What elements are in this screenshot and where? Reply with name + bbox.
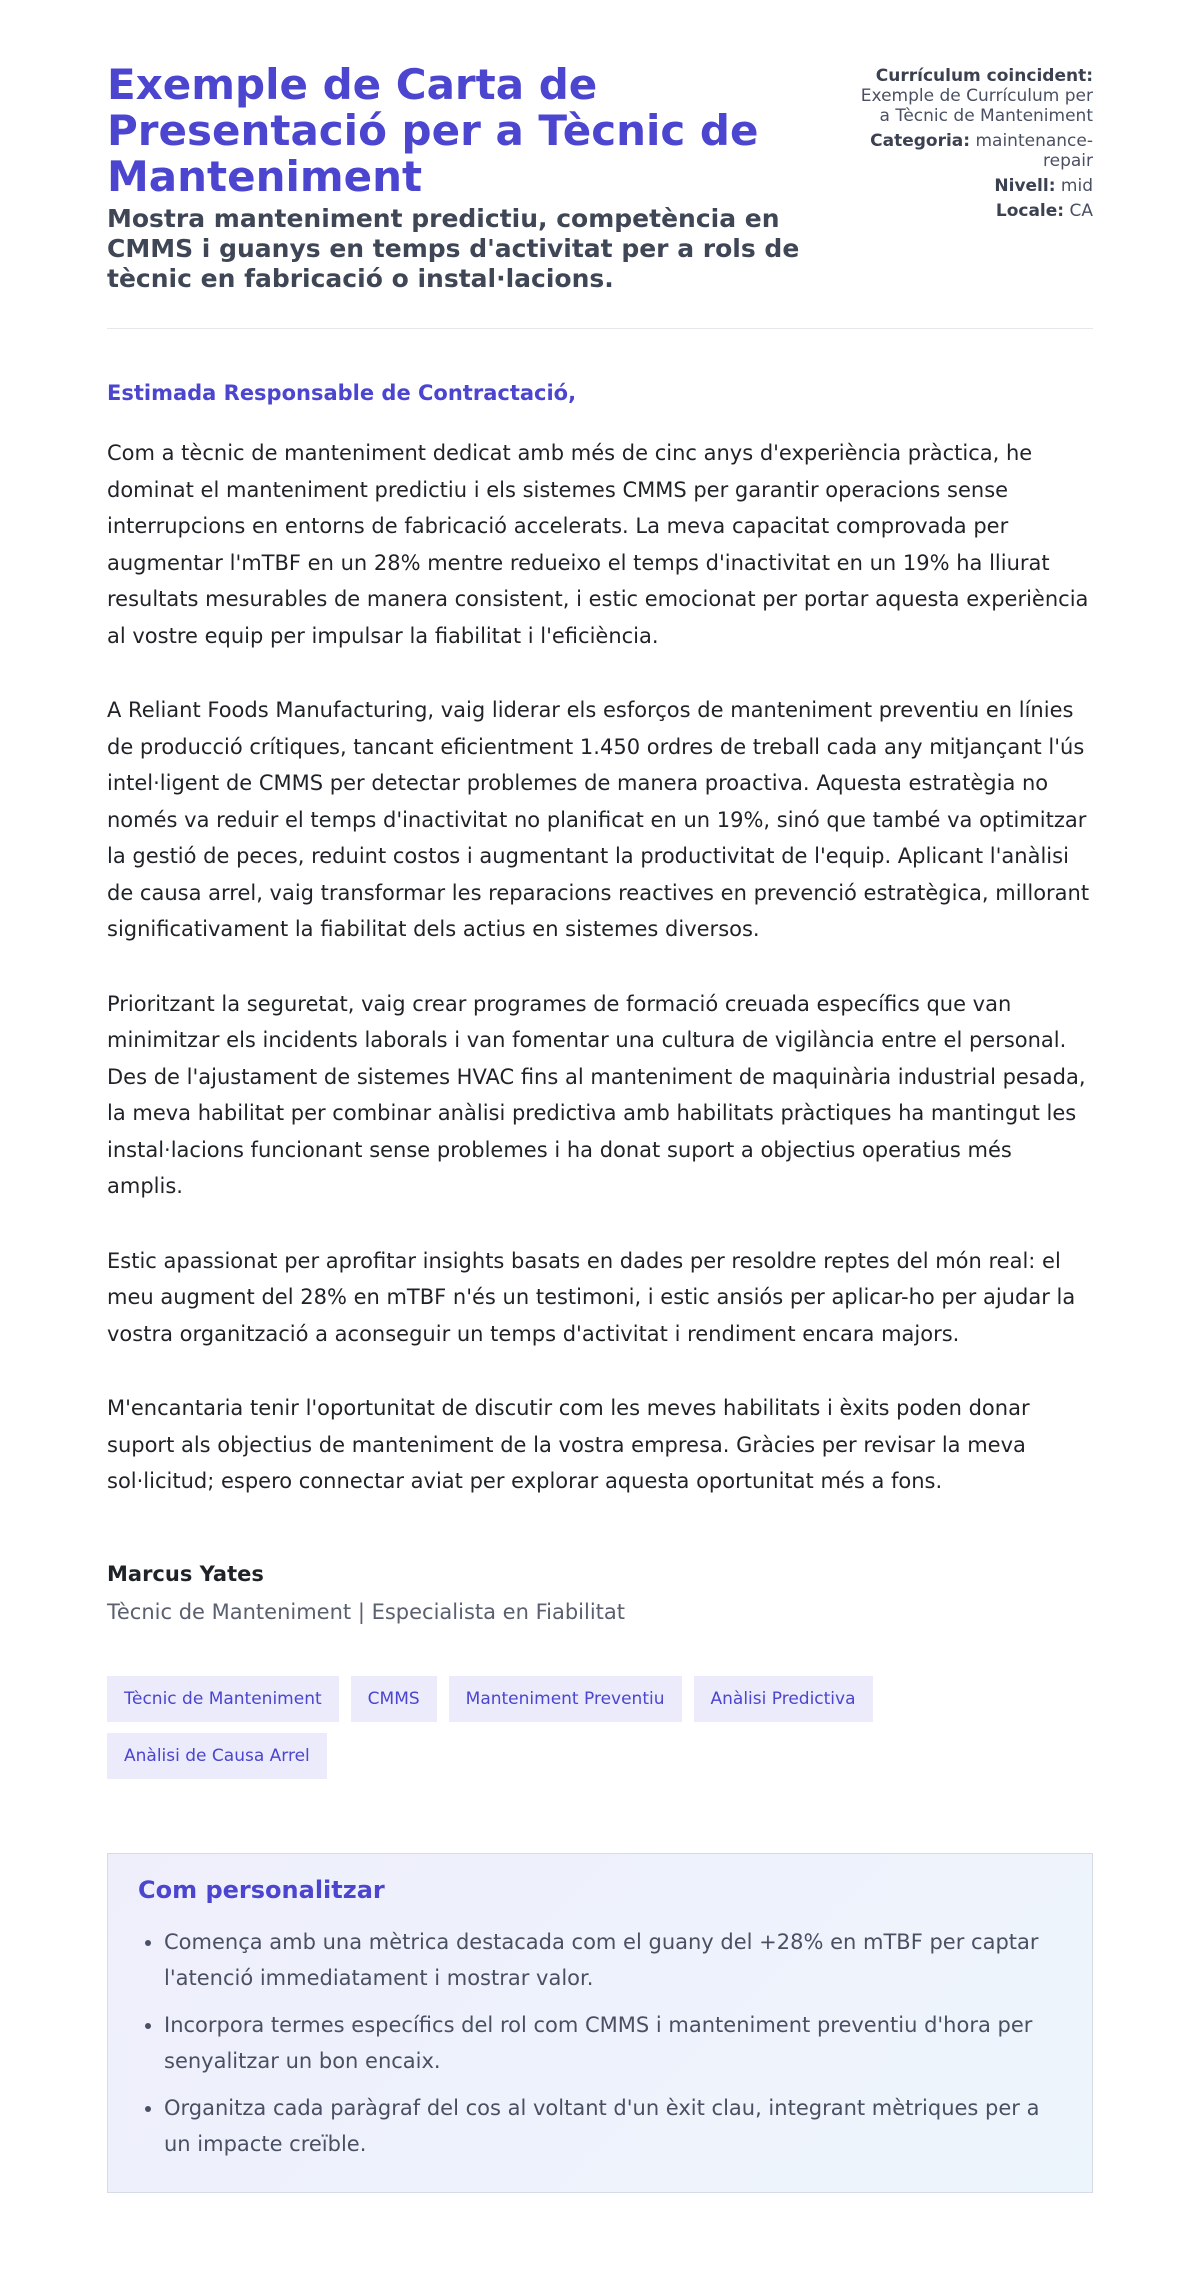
page-header: [107, 62, 1093, 329]
meta-resume-label: Currículum coincident:: [875, 66, 1093, 86]
tips-list: [138, 1924, 1062, 2162]
signature-name: Marcus Yates: [107, 1561, 264, 1586]
meta-locale-label: Locale:: [995, 201, 1065, 221]
meta-resume-value: Exemple de Currículum per a Tècnic de Manteniment: [860, 86, 1093, 126]
signature-block: [107, 1562, 1093, 1624]
tip-item: • Comença amb una mètrica destacada com el guany del +28% en mTBF per captar l'atenció immediatament i mostrar valor.: [164, 1924, 1062, 1996]
cover-letter-document: [107, 62, 1093, 2193]
meta-matching-resume: [848, 66, 1093, 126]
meta-level-label: Nivell:: [994, 176, 1056, 196]
letter-paragraph-2: A Reliant Foods Manufacturing, vaig liderar els esforços de manteniment preventiu en línies de producció crítiques, tancant eficientment 1.450 ordres de treball cada any mitjançant l'ús intel·ligent de CMMS per detectar problemes de manera proactiva. Aquesta estratègia no només va reduir el temps d'inactivitat no planificat en un 19%, sinó que també va optimitzar la gestió de peces, reduint costos i augmentant la productivitat de l'equip. Aplicant l'anàlisi de causa arrel, vaig transformar les reparacions reactives en prevenció estratègica, millorant significativament la fiabilitat dels actius en sistemes diversos.: [107, 698, 1090, 941]
tag-root-cause-analysis: Anàlisi de Causa Arrel: [107, 1733, 327, 1779]
meta-level: [848, 176, 1093, 196]
letter-paragraph-5: M'encantaria tenir l'oportunitat de discutir com les meves habilitats i èxits poden donar suport als objectius de manteniment de la vostra empresa. Gràcies per revisar la meva sol·licitud; espero connectar aviat per explorar aquesta oportunitat més a fons.: [107, 1396, 1030, 1493]
meta-category-value: maintenance-repair: [975, 131, 1093, 171]
tag-maintenance-technician: Tècnic de Manteniment: [107, 1676, 339, 1722]
page-subtitle: Mostra manteniment predictiu, competència en CMMS i guanys en temps d'activitat per a rols de tècnic en fabricació o instal·lacions.: [107, 204, 800, 293]
tag-predictive-analysis: Anàlisi Predictiva: [694, 1676, 873, 1722]
header-titles: [107, 62, 827, 294]
letter-paragraph-4: Estic apassionat per aprofitar insights basats en dades per resoldre reptes del món real: el meu augment del 28% en mTBF n'és un testimoni, i estic ansiós per aplicar-ho per ajudar la vostra organització a aconseguir un temps d'activitat i rendiment encara majors.: [107, 1248, 1076, 1346]
meta-category: [848, 131, 1093, 171]
letter-paragraph-1: Com a tècnic de manteniment dedicat amb més de cinc anys d'experiència pràctica, he dominat el manteniment predictiu i els sistemes CMMS per garantir operacions sense interrupcions en entorns de fabricació accelerats. La meva capacitat comprovada per augmentar l'mTBF en un 28% mentre redueixo el temps d'inactivitat en un 19% ha lliurat resultats mesurables de manera consistent, i estic emocionat per portar aquesta experiència al vostre equip per impulsar la fiabilitat i l'eficiència.: [107, 441, 1089, 648]
meta-locale: [848, 201, 1093, 221]
signature-title: Tècnic de Manteniment | Especialista en Fiabilitat: [107, 1599, 625, 1624]
metadata-panel: [848, 66, 1093, 226]
tip-item: • Incorpora termes específics del rol com CMMS i manteniment preventiu d'hora per senyalitzar un bon encaix.: [164, 2007, 1062, 2079]
tag-cmms: CMMS: [351, 1676, 437, 1722]
keyword-tags: [107, 1676, 907, 1779]
meta-locale-value: CA: [1069, 201, 1093, 221]
tip-item: • Organitza cada paràgraf del cos al voltant d'un èxit clau, integrant mètriques per a un impacte creïble.: [164, 2090, 1062, 2162]
customization-tips-box: [107, 1853, 1093, 2193]
tag-preventive-maintenance: Manteniment Preventiu: [449, 1676, 682, 1722]
tips-title: Com personalitzar: [138, 1875, 385, 1904]
letter-paragraph-3: Prioritzant la seguretat, vaig crear programes de formació creuada específics que van minimitzar els incidents laborals i van fomentar una cultura de vigilància entre el personal. Des de l'ajustament de sistemes HVAC fins al manteniment de maquinària industrial pesada, la meva habilitat per combinar anàlisi predictiva amb habilitats pràctiques ha mantingut les instal·lacions funcionant sense problemes i ha donat suport a objectius operatius més amplis.: [107, 991, 1086, 1198]
meta-category-label: Categoria:: [870, 131, 971, 151]
page-title: Exemple de Carta de Presentació per a Tècnic de Manteniment: [107, 60, 759, 201]
letter-salutation: Estimada Responsable de Contractació,: [107, 381, 577, 405]
meta-level-value: mid: [1060, 176, 1093, 196]
